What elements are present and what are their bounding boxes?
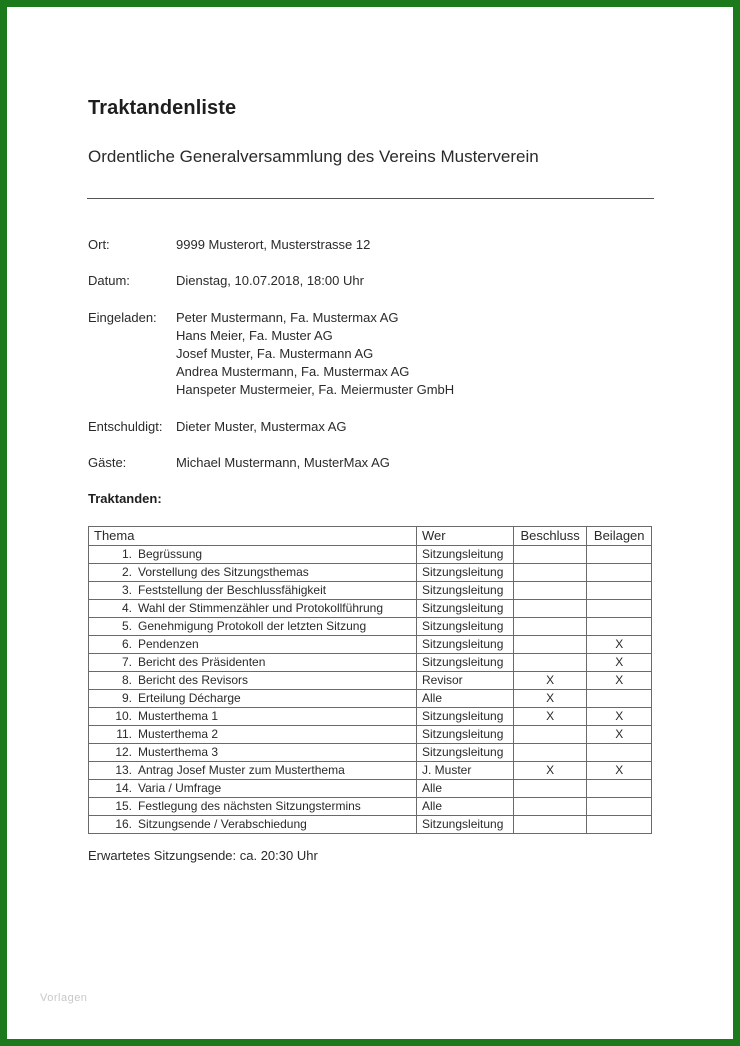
agenda-attachments-cell: X: [587, 726, 652, 744]
agenda-topic-cell: [89, 600, 417, 618]
agenda-who-cell: Sitzungsleitung: [417, 744, 514, 762]
agenda-attachments-cell: [587, 600, 652, 618]
agenda-row: [89, 726, 652, 744]
agenda-decision-cell: X: [513, 708, 587, 726]
agenda-item-topic: Bericht des Revisors: [138, 673, 249, 687]
agenda-decision-cell: X: [513, 690, 587, 708]
agenda-attachments-cell: X: [587, 636, 652, 654]
agenda-who-cell: Sitzungsleitung: [417, 600, 514, 618]
agenda-decision-cell: [513, 636, 587, 654]
agenda-item-topic: Feststellung der Beschlussfähigkeit: [138, 583, 327, 597]
agenda-item-number: 8.: [121, 673, 132, 687]
header-who: Wer: [417, 527, 514, 546]
agenda-item-number: 3.: [121, 583, 132, 597]
header-topic: Thema: [89, 527, 417, 546]
agenda-item-number: 7.: [121, 655, 132, 669]
agenda-topic-cell: [89, 744, 417, 762]
divider: [87, 198, 654, 199]
agenda-topic-cell: [89, 582, 417, 600]
agenda-topic-cell: [89, 690, 417, 708]
agenda-decision-cell: [513, 564, 587, 582]
agenda-item-number: 13.: [115, 763, 132, 777]
agenda-row: [89, 816, 652, 834]
agenda-who-cell: Alle: [417, 690, 514, 708]
agenda-attachments-cell: [587, 780, 652, 798]
agenda-item-number: 16.: [115, 817, 132, 831]
agenda-topic-cell: [89, 798, 417, 816]
agenda-item-topic: Genehmigung Protokoll der letzten Sitzung: [138, 619, 367, 633]
agenda-row: [89, 744, 652, 762]
agenda-row: [89, 798, 652, 816]
agenda-item-topic: Musterthema 3: [138, 745, 219, 759]
agenda-decision-cell: [513, 726, 587, 744]
agenda-attachments-cell: [587, 564, 652, 582]
agenda-item-number: 2.: [121, 565, 132, 579]
agenda-row: [89, 636, 652, 654]
agenda-decision-cell: [513, 600, 587, 618]
agenda-row: [89, 762, 652, 780]
agenda-topic-cell: [89, 672, 417, 690]
agenda-item-number: 15.: [115, 799, 132, 813]
agenda-item-topic: Varia / Umfrage: [138, 781, 222, 795]
agenda-attachments-cell: X: [587, 654, 652, 672]
agenda-row: [89, 708, 652, 726]
agenda-item-number: 5.: [121, 619, 132, 633]
agenda-who-cell: Sitzungsleitung: [417, 654, 514, 672]
agenda-decision-cell: [513, 618, 587, 636]
agenda-who-cell: Sitzungsleitung: [417, 816, 514, 834]
date-value: Dienstag, 10.07.2018, 18:00 Uhr: [176, 273, 364, 288]
agenda-item-topic: Wahl der Stimmenzähler und Protokollführung: [138, 601, 384, 615]
agenda-topic-cell: [89, 726, 417, 744]
agenda-item-number: 11.: [116, 727, 132, 741]
agenda-row: [89, 600, 652, 618]
agenda-decision-cell: [513, 546, 587, 564]
agenda-decision-cell: [513, 798, 587, 816]
agenda-item-number: 14.: [115, 781, 132, 795]
agenda-item-number: 10.: [115, 709, 132, 723]
agenda-row: [89, 690, 652, 708]
agenda-item-topic: Sitzungsende / Verabschiedung: [138, 817, 307, 831]
agenda-attachments-cell: X: [587, 762, 652, 780]
location-value: 9999 Musterort, Musterstrasse 12: [176, 237, 371, 252]
agenda-topic-cell: [89, 636, 417, 654]
agenda-attachments-cell: [587, 690, 652, 708]
agenda-decision-cell: [513, 582, 587, 600]
agenda-who-cell: Alle: [417, 798, 514, 816]
document-title: Traktandenliste: [88, 97, 237, 119]
agenda-topic-cell: [89, 618, 417, 636]
agenda-row: [89, 546, 652, 564]
agenda-who-cell: Sitzungsleitung: [417, 564, 514, 582]
agenda-who-cell: Alle: [417, 780, 514, 798]
agenda-attachments-cell: [587, 582, 652, 600]
agenda-decision-cell: [513, 744, 587, 762]
agenda-item-topic: Pendenzen: [138, 637, 199, 651]
agenda-item-number: 12.: [115, 745, 132, 759]
agenda-item-number: 1.: [121, 547, 132, 561]
watermark: Vorlagen: [40, 992, 88, 1004]
date-label: Datum:: [88, 273, 130, 288]
document-subtitle: Ordentliche Generalversammlung des Vereins Musterverein: [88, 147, 539, 166]
agenda-row: [89, 582, 652, 600]
agenda-topic-cell: [89, 708, 417, 726]
agenda-item-topic: Antrag Josef Muster zum Musterthema: [138, 763, 345, 777]
agenda-topic-cell: [89, 816, 417, 834]
agenda-topic-cell: [89, 564, 417, 582]
agenda-table: [88, 526, 652, 834]
excused-label: Entschuldigt:: [88, 419, 163, 434]
agenda-row: [89, 654, 652, 672]
invited-person: Hans Meier, Fa. Muster AG: [176, 328, 333, 343]
agenda-decision-cell: [513, 654, 587, 672]
agenda-who-cell: Revisor: [417, 672, 514, 690]
agenda-attachments-cell: X: [587, 672, 652, 690]
agenda-topic-cell: [89, 780, 417, 798]
agenda-decision-cell: X: [513, 762, 587, 780]
agenda-body: [89, 546, 652, 834]
agenda-item-topic: Musterthema 2: [138, 727, 219, 741]
agenda-decision-cell: [513, 816, 587, 834]
agenda-attachments-cell: [587, 798, 652, 816]
agenda-item-number: 9.: [121, 691, 132, 705]
agenda-attachments-cell: X: [587, 708, 652, 726]
agenda-who-cell: Sitzungsleitung: [417, 546, 514, 564]
agenda-row: [89, 618, 652, 636]
agenda-row: [89, 780, 652, 798]
agenda-topic-cell: [89, 654, 417, 672]
agenda-item-topic: Festlegung des nächsten Sitzungstermins: [138, 799, 361, 813]
agenda-attachments-cell: [587, 744, 652, 762]
agenda-who-cell: Sitzungsleitung: [417, 582, 514, 600]
guests-label: Gäste:: [88, 455, 127, 470]
invited-person: Hanspeter Mustermeier, Fa. Meiermuster GmbH: [176, 382, 455, 397]
agenda-item-topic: Vorstellung des Sitzungsthemas: [138, 565, 309, 579]
invited-person: Josef Muster, Fa. Mustermann AG: [176, 346, 374, 361]
agenda-decision-cell: [513, 780, 587, 798]
location-label: Ort:: [88, 237, 110, 252]
agenda-item-number: 4.: [121, 601, 132, 615]
agenda-row: [89, 672, 652, 690]
agenda-who-cell: Sitzungsleitung: [417, 618, 514, 636]
agenda-topic-cell: [89, 762, 417, 780]
header-attachments: Beilagen: [587, 527, 652, 546]
agenda-who-cell: Sitzungsleitung: [417, 708, 514, 726]
agenda-section-title: Traktanden:: [88, 491, 162, 506]
guests-value: Michael Mustermann, MusterMax AG: [176, 455, 390, 470]
excused-value: Dieter Muster, Mustermax AG: [176, 419, 347, 434]
agenda-item-topic: Musterthema 1: [138, 709, 219, 723]
agenda-topic-cell: [89, 546, 417, 564]
agenda-item-topic: Erteilung Décharge: [138, 691, 241, 705]
agenda-attachments-cell: [587, 618, 652, 636]
agenda-item-topic: Begrüssung: [138, 547, 203, 561]
agenda-row: [89, 564, 652, 582]
agenda-attachments-cell: [587, 546, 652, 564]
expected-end: Erwartetes Sitzungsende: ca. 20:30 Uhr: [88, 848, 318, 863]
document-page: [7, 7, 733, 1039]
agenda-who-cell: J. Muster: [417, 762, 514, 780]
header-decision: Beschluss: [513, 527, 587, 546]
invited-person: Peter Mustermann, Fa. Mustermax AG: [176, 310, 399, 325]
agenda-who-cell: Sitzungsleitung: [417, 636, 514, 654]
agenda-header-row: [89, 527, 652, 546]
agenda-item-number: 6.: [121, 637, 132, 651]
agenda-decision-cell: X: [513, 672, 587, 690]
agenda-attachments-cell: [587, 816, 652, 834]
invited-person: Andrea Mustermann, Fa. Mustermax AG: [176, 364, 410, 379]
agenda-who-cell: Sitzungsleitung: [417, 726, 514, 744]
invited-label: Eingeladen:: [88, 310, 157, 325]
agenda-item-topic: Bericht des Präsidenten: [138, 655, 266, 669]
